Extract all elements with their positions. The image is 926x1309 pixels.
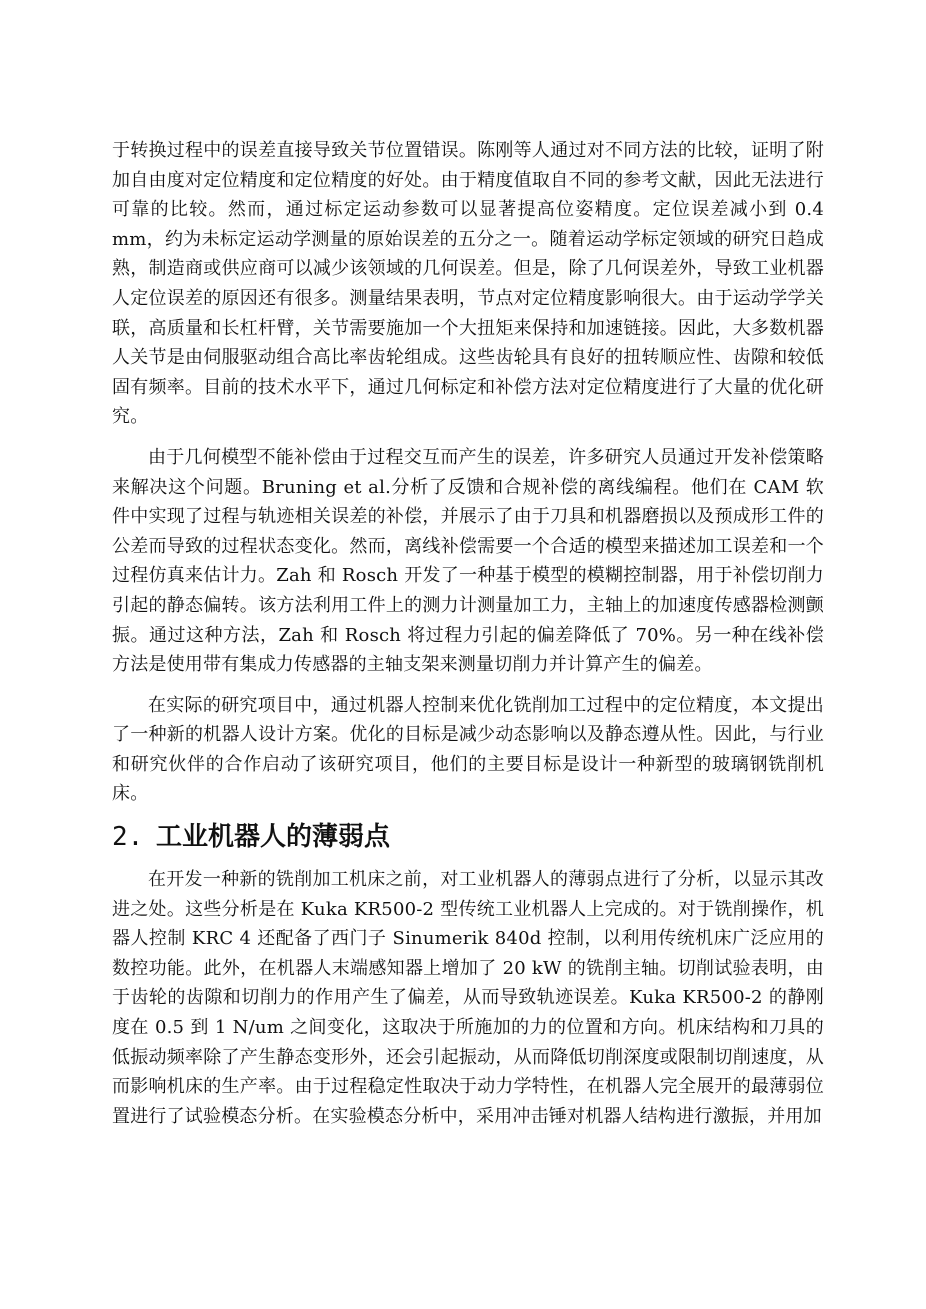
paragraph-research-project: 在实际的研究项目中，通过机器人控制来优化铣削加工过程中的定位精度，本文提出了一种新的机器人设计方案。优化的目标是减少动态影响以及静态遵从性。因此，与行业和研究伙伴的合作启动了该研究项目，他们的主要目标是设计一种新型的玻璃钢铣削机床。 (112, 694, 824, 805)
section-heading (112, 817, 824, 857)
section-number: 2. (112, 822, 144, 853)
section-title: 工业机器人的薄弱点 (156, 822, 391, 853)
paragraph-weak-points-analysis: 在开发一种新的铣削加工机床之前，对工业机器人的薄弱点进行了分析，以显示其改进之处。这些分析是在 Kuka KR500-2 型传统工业机器人上完成的。对于铣削操作，机器人控制 KRC 4 还配备了西门子 Sinumerik 840d 控制，以利用传统机床广泛应用的数控功能。此外，在机器人末端感知器上增加了 20 kW 的铣削主轴。切削试验表明，由于齿轮的齿隙和切削力的作用产生了偏差，从而导致轨迹误差。Kuka KR500-2 的静刚度在 0.5 到 1 N/um 之间变化，这取决于所施加的力的位置和方向。机床结构和刀具的低振动频率除了产生静态变形外，还会引起振动，从而降低切削深度或限制切削速度，从而影响机床的生产率。由于过程稳定性取决于动力学特性，在机器人完全展开的最薄弱位置进行了试验模态分析。在实验模态分析中，采用冲击锤对机器人结构进行激振，并用加 (112, 869, 824, 1127)
paragraph-positioning-errors: 于转换过程中的误差直接导致关节位置错误。陈刚等人通过对不同方法的比较，证明了附加自由度对定位精度和定位精度的好处。由于精度值取自不同的参考文献，因此无法进行可靠的比较。然而，通过标定运动参数可以显著提高位姿精度。定位误差减小到 0.4 mm，约为未标定运动学测量的原始误差的五分之一。随着运动学标定领域的研究日趋成熟，制造商或供应商可以减少该领域的几何误差。但是，除了几何误差外，导致工业机器人定位误差的原因还有很多。测量结果表明，节点对定位精度影响很大。由于运动学学关联，高质量和长杠杆臂，关节需要施加一个大扭矩来保持和加速链接。因此，大多数机器人关节是由伺服驱动组合高比率齿轮组成。这些齿轮具有良好的扭转顺应性、齿隙和较低固有频率。目前的技术水平下，通过几何标定和补偿方法对定位精度进行了大量的优化研究。 (112, 140, 824, 428)
paragraph-compensation-strategies: 由于几何模型不能补偿由于过程交互而产生的误差，许多研究人员通过开发补偿策略来解决这个问题。Bruning et al.分析了反馈和合规补偿的离线编程。他们在 CAM 软件中实现了过程与轨迹相关误差的补偿，并展示了由于刀具和机器磨损以及预成形工件的公差而导致的过程状态变化。然而，离线补偿需要一个合适的模型来描述加工误差和一个过程仿真来估计力。Zah 和 Rosch 开发了一种基于模型的模糊控制器，用于补偿切削力引起的静态偏转。该方法利用工件上的测力计测量加工力，主轴上的加速度传感器检测颤振。通过这种方法，Zah 和 Rosch 将过程力引起的偏差降低了 70%。另一种在线补偿方法是使用带有集成力传感器的主轴支架来测量切削力并计算产生的偏差。 (112, 446, 824, 676)
document-page (112, 136, 824, 1131)
